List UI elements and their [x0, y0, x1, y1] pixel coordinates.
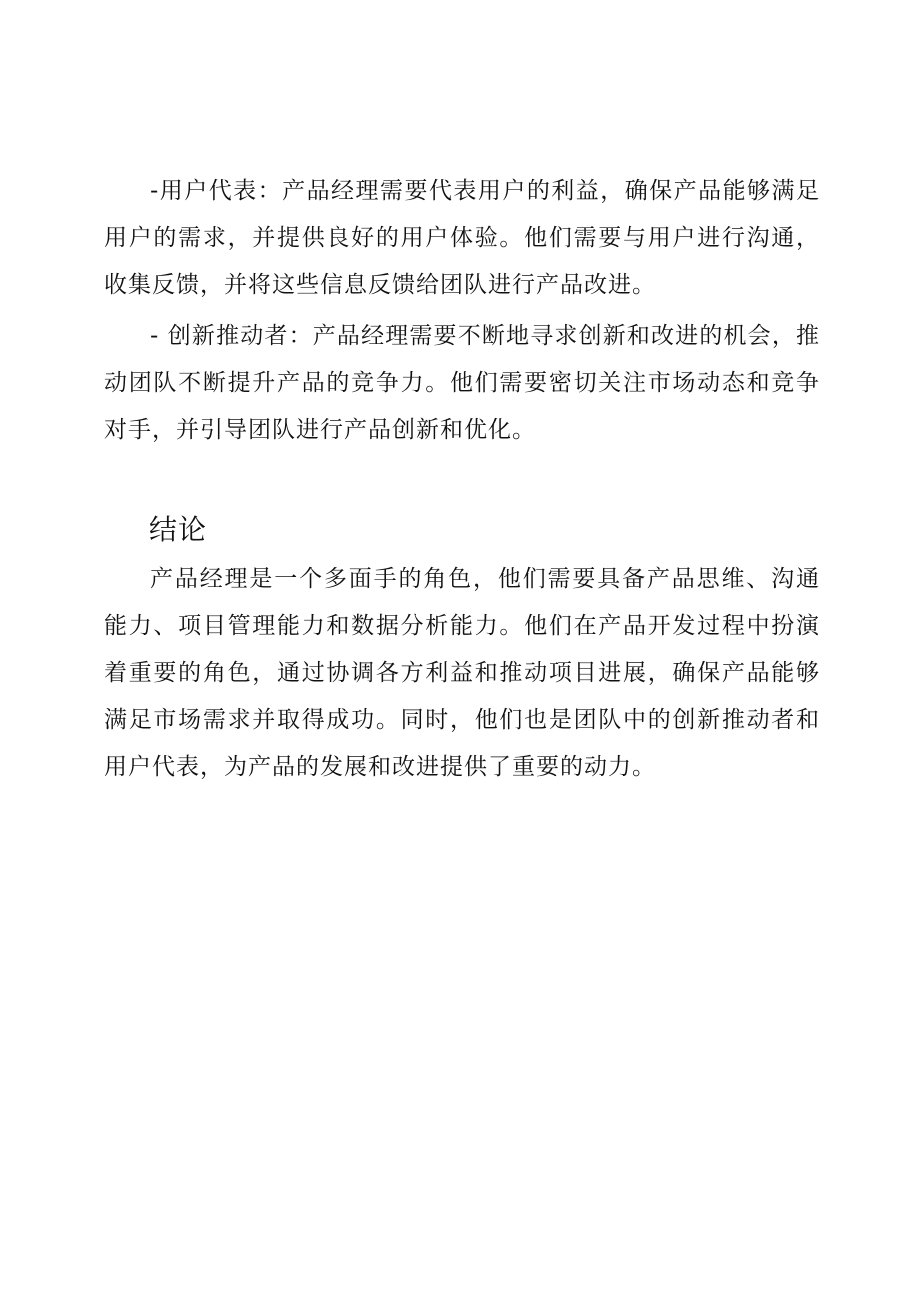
section-heading-conclusion: 结论	[149, 513, 208, 546]
paragraph-conclusion: 产品经理是一个多面手的角色，他们需要具备产品思维、沟通能力、项目管理能力和数据分析能力。他们在产品开发过程中扮演着重要的角色，通过协调各方利益和推动项目进展，确保产品能够满足市场需求并取得成功。同时，他们也是团队中的创新推动者和用户代表，为产品的发展和改进提供了重要的动力。	[104, 566, 820, 780]
paragraph-user-representative: -用户代表：产品经理需要代表用户的利益，确保产品能够满足用户的需求，并提供良好的用户体验。他们需要与用户进行沟通，收集反馈，并将这些信息反馈给团队进行产品改进。	[104, 178, 820, 298]
paragraph-innovation-driver: - 创新推动者：产品经理需要不断地寻求创新和改进的机会，推动团队不断提升产品的竞争力。他们需要密切关注市场动态和竞争对手，并引导团队进行产品创新和优化。	[104, 323, 820, 443]
